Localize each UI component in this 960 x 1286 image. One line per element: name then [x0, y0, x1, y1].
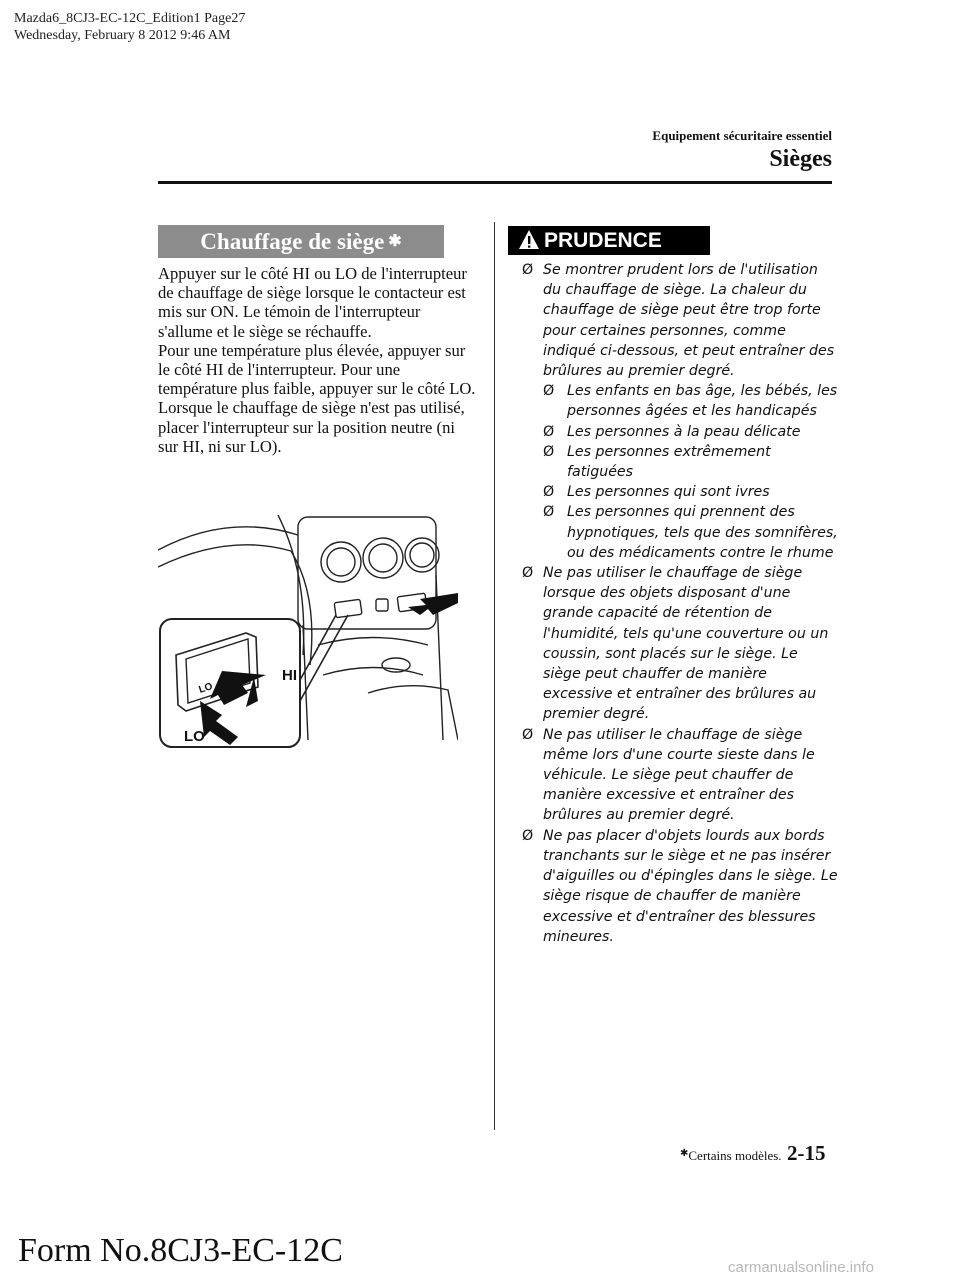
caution-subitem-text: Les personnes extrêmement fatiguées [567, 443, 771, 481]
paragraph-1: Appuyer sur le côté HI ou LO de l'interrupteur de chauffage de siège lorsque le contacteur est mis sur ON. Le témoin de l'interrupteur s'allume et le siège se réchauffe. [158, 264, 467, 341]
section-heading [158, 225, 444, 258]
caution-item-text: Ne pas placer d'objets lourds aux bords tranchants sur le siège et ne pas insérer d'aiguilles ou d'épingles dans le siège. Le siège risque de chauffer de manière excessive et d'entraîner des blessures mineures. [543, 827, 838, 945]
caution-subitem-text: Les personnes qui prennent des hypnotiques, tels que des somnifères, ou des médicaments contre le rhume [567, 504, 838, 561]
label-hi: HI [282, 667, 297, 684]
form-number: Form No.8CJ3-EC-12C [18, 1232, 343, 1269]
header-rule [158, 181, 832, 184]
section-heading-text: Chauffage de siège [200, 229, 385, 254]
bullet-arrow-icon: Ø [522, 726, 534, 743]
seat-heater-switch-illustration [158, 515, 458, 750]
console-arrow-icon [408, 593, 458, 615]
bullet-arrow-icon: Ø [522, 262, 534, 278]
section-title: Equipement sécuritaire essentiel [652, 128, 832, 143]
caution-subitem [543, 442, 840, 482]
bullet-arrow-icon: Ø [522, 827, 534, 844]
caution-subitem [543, 422, 840, 442]
caution-item [522, 563, 840, 725]
footnote-text: Certains modèles. [688, 1148, 782, 1163]
caution-badge-label: PRUDENCE [544, 229, 662, 252]
caution-item [522, 725, 840, 826]
column-divider [494, 222, 495, 1130]
caution-item-text: Se montrer prudent lors de l'utilisation du chauffage de siège. La chaleur du chauffage de siège peut être trop forte pour certaines personnes, comme indiqué ci-dessous, et peut entraîner des brûlures au premier degré. [543, 262, 835, 380]
heading-asterisk: ✱ [388, 233, 402, 250]
instructions-text [158, 264, 478, 456]
caution-list [522, 260, 840, 947]
bullet-arrow-icon: Ø [543, 443, 555, 460]
warning-triangle-icon [518, 229, 540, 251]
caution-subitem [543, 482, 840, 502]
print-file-info [14, 10, 245, 44]
switch-lo-text: LO [197, 681, 215, 696]
caution-subitem [543, 502, 840, 563]
bullet-arrow-icon: Ø [543, 484, 555, 501]
caution-subitem [543, 381, 840, 421]
caution-subitem-text: Les personnes à la peau délicate [567, 423, 801, 440]
label-lo: LO [184, 728, 205, 745]
bullet-arrow-icon: Ø [543, 423, 555, 440]
watermark: carmanualsonline.info [728, 1259, 874, 1276]
bullet-arrow-icon: Ø [543, 383, 555, 400]
caution-subitem-text: Les personnes qui sont ivres [567, 484, 770, 501]
caution-subitem-text: Les enfants en bas âge, les bébés, les personnes âgées et les handicapés [567, 383, 838, 420]
chapter-title: Sièges [769, 146, 832, 172]
caution-item-text: Ne pas utiliser le chauffage de siège même lors d'une courte sieste dans le véhicule. Le siège peut chauffer de manière excessive et entraîner des brûlures au premier degré. [543, 726, 815, 824]
caution-item-text: Ne pas utiliser le chauffage de siège lorsque des objets disposant d'une grande capacité de rétention de l'humidité, tels qu'une couverture ou un coussin, sont placés sur le siège. Le siège peut chauffer de manière excessive et entraîner des brûlures au premier degré. [543, 565, 829, 723]
paragraph-3: Lorsque le chauffage de siège n'est pas utilisé, placer l'interrupteur sur la position neutre (ni sur HI, ni sur LO). [158, 398, 465, 456]
file-info-line1: Mazda6_8CJ3-EC-12C_Edition1 Page27 [14, 11, 246, 26]
caution-sublist [543, 381, 840, 563]
lo-arrow-icon [200, 701, 238, 745]
caution-badge [508, 226, 710, 255]
caution-item [522, 826, 840, 947]
caution-item [522, 260, 840, 563]
footnote-asterisk: ✱ [680, 1148, 689, 1159]
footnote [680, 1148, 782, 1164]
page-number: 2-15 [787, 1141, 826, 1165]
bullet-arrow-icon: Ø [522, 565, 534, 582]
bullet-arrow-icon: Ø [543, 504, 555, 521]
file-info-line2: Wednesday, February 8 2012 9:46 AM [14, 28, 231, 43]
paragraph-2: Pour une température plus élevée, appuyer sur le côté HI de l'interrupteur. Pour une température plus faible, appuyer sur le côté LO. [158, 340, 476, 399]
